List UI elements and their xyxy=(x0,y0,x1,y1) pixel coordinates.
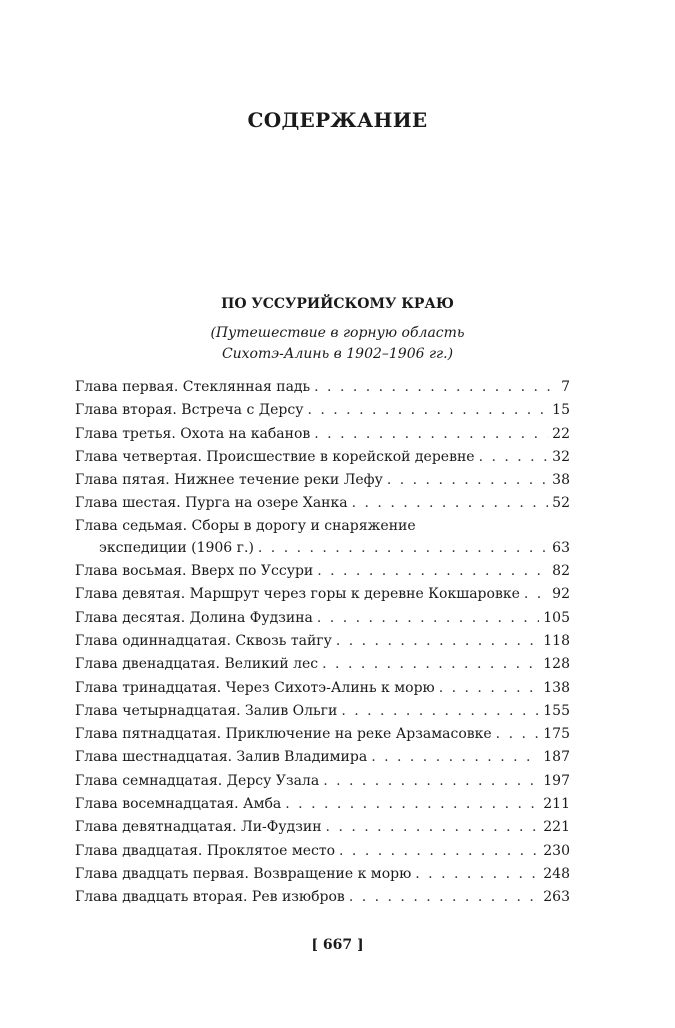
toc-entry xyxy=(75,560,570,583)
toc-entry-page: 82 xyxy=(552,563,570,580)
toc-entry-label: Глава вторая. Встреча с Дерсу xyxy=(75,402,304,419)
toc-entry xyxy=(75,863,570,886)
toc-entry-continuation xyxy=(75,537,570,560)
toc-entry-page: 263 xyxy=(543,889,570,906)
section-subtitle xyxy=(0,323,675,365)
toc-entry-page: 7 xyxy=(561,379,570,395)
dot-leader xyxy=(339,840,539,863)
toc-entry-label: Глава седьмая. Сборы в дорогу и снаряжение xyxy=(75,517,416,534)
toc-entry-label: Глава первая. Стеклянная падь xyxy=(75,379,311,395)
toc-entry-label: Глава четырнадцатая. Залив Ольги xyxy=(75,702,338,719)
section-title: ПО УССУРИЙСКОМУ КРАЮ xyxy=(221,296,454,312)
toc-entry-label: Глава третья. Охота на кабанов xyxy=(75,425,311,442)
toc-entry xyxy=(75,793,570,816)
dot-leader xyxy=(317,560,548,583)
dot-leader xyxy=(349,886,539,909)
dot-leader xyxy=(524,583,548,606)
toc-entry xyxy=(75,607,570,630)
toc-entry xyxy=(75,446,570,469)
dot-leader xyxy=(314,423,548,446)
dot-leader xyxy=(439,677,540,700)
toc-entry-label: Глава тринадцатая. Через Сихотэ-Алинь к морю xyxy=(75,679,435,696)
dot-leader xyxy=(285,793,539,816)
toc-entry-label: Глава девятая. Маршрут через горы к деревне Кокшаровке xyxy=(75,586,520,603)
dot-leader xyxy=(307,399,548,422)
dot-leader xyxy=(326,816,540,839)
toc-entry-page: 63 xyxy=(552,539,570,556)
toc-entry xyxy=(75,376,570,399)
page-number: [ 667 ] xyxy=(311,937,364,953)
toc-entry-page: 187 xyxy=(543,749,570,766)
toc-entry-page: 38 xyxy=(552,472,570,489)
toc-entry xyxy=(75,653,570,676)
toc-entry-page: 32 xyxy=(552,448,570,465)
toc-entry xyxy=(75,700,570,723)
toc-entry-page: 22 xyxy=(552,425,570,442)
toc-entry-label: Глава шестнадцатая. Залив Владимира xyxy=(75,749,368,766)
toc-entry-page: 52 xyxy=(552,495,570,512)
toc-entry-label: Глава двенадцатая. Великий лес xyxy=(75,656,319,673)
toc-entry-page: 128 xyxy=(543,656,570,673)
toc-entry xyxy=(75,423,570,446)
dot-leader xyxy=(336,630,539,653)
dot-leader xyxy=(479,446,549,469)
toc-entry-label: Глава одиннадцатая. Сквозь тайгу xyxy=(75,632,332,649)
table-of-contents xyxy=(75,376,570,910)
toc-entry xyxy=(75,816,570,839)
toc-entry-label: Глава семнадцатая. Дерсу Узала xyxy=(75,772,320,789)
toc-entry xyxy=(75,492,570,515)
toc-entry-label: Глава четвертая. Происшествие в корейской деревне xyxy=(75,448,475,465)
toc-entry-label: Глава восемнадцатая. Амба xyxy=(75,796,282,813)
toc-entry-label: Глава шестая. Пурга на озере Ханка xyxy=(75,495,348,512)
toc-entry-label: Глава восьмая. Вверх по Уссури xyxy=(75,563,314,580)
toc-entry-page: 105 xyxy=(543,609,570,626)
toc-entry-page: 248 xyxy=(543,865,570,882)
toc-entry-label: Глава десятая. Долина Фудзина xyxy=(75,609,313,626)
toc-entry-label: Глава двадцать вторая. Рев изюбров xyxy=(75,889,345,906)
dot-leader xyxy=(317,607,539,630)
toc-entry-page: 230 xyxy=(543,842,570,859)
dot-leader xyxy=(322,653,539,676)
toc-entry-page: 211 xyxy=(543,796,570,813)
dot-leader xyxy=(387,469,548,492)
toc-entry-page: 175 xyxy=(543,726,570,743)
dot-leader xyxy=(341,700,539,723)
dot-leader xyxy=(371,746,539,769)
toc-entry xyxy=(75,583,570,606)
toc-entry xyxy=(75,886,570,909)
dot-leader xyxy=(496,723,540,746)
toc-entry xyxy=(75,469,570,492)
toc-entry-label-continued: экспедиции (1906 г.) xyxy=(99,539,254,556)
section-subtitle-line1: (Путешествие в горную область xyxy=(210,325,465,341)
toc-entry-label: Глава девятнадцатая. Ли-Фудзин xyxy=(75,819,322,836)
dot-leader xyxy=(258,537,548,560)
dot-leader xyxy=(415,863,539,886)
toc-entry-page: 155 xyxy=(543,702,570,719)
toc-entry-label: Глава двадцатая. Проклятое место xyxy=(75,842,336,859)
toc-entry xyxy=(75,516,570,537)
toc-entry-page: 15 xyxy=(552,402,570,419)
dot-leader xyxy=(352,492,549,515)
toc-entry xyxy=(75,746,570,769)
section-subtitle-line2: Сихотэ-Алинь в 1902–1906 гг.) xyxy=(221,346,454,362)
toc-entry xyxy=(75,677,570,700)
toc-entry-page: 138 xyxy=(543,679,570,696)
toc-entry-label: Глава пятая. Нижнее течение реки Лефу xyxy=(75,472,383,489)
page-title: СОДЕРЖАНИЕ xyxy=(247,108,428,132)
toc-entry-page: 221 xyxy=(543,819,570,836)
toc-entry-page: 197 xyxy=(543,772,570,789)
toc-entry-label: Глава пятнадцатая. Приключение на реке Арзамасовке xyxy=(75,726,492,743)
toc-entry xyxy=(75,399,570,422)
toc-entry-label: Глава двадцать первая. Возвращение к морю xyxy=(75,865,412,882)
toc-entry xyxy=(75,630,570,653)
dot-leader xyxy=(314,376,557,399)
toc-entry xyxy=(75,840,570,863)
toc-entry xyxy=(75,770,570,793)
dot-leader xyxy=(323,770,539,793)
toc-entry-page: 118 xyxy=(543,632,570,649)
toc-entry xyxy=(75,723,570,746)
toc-entry-page: 92 xyxy=(552,586,570,603)
